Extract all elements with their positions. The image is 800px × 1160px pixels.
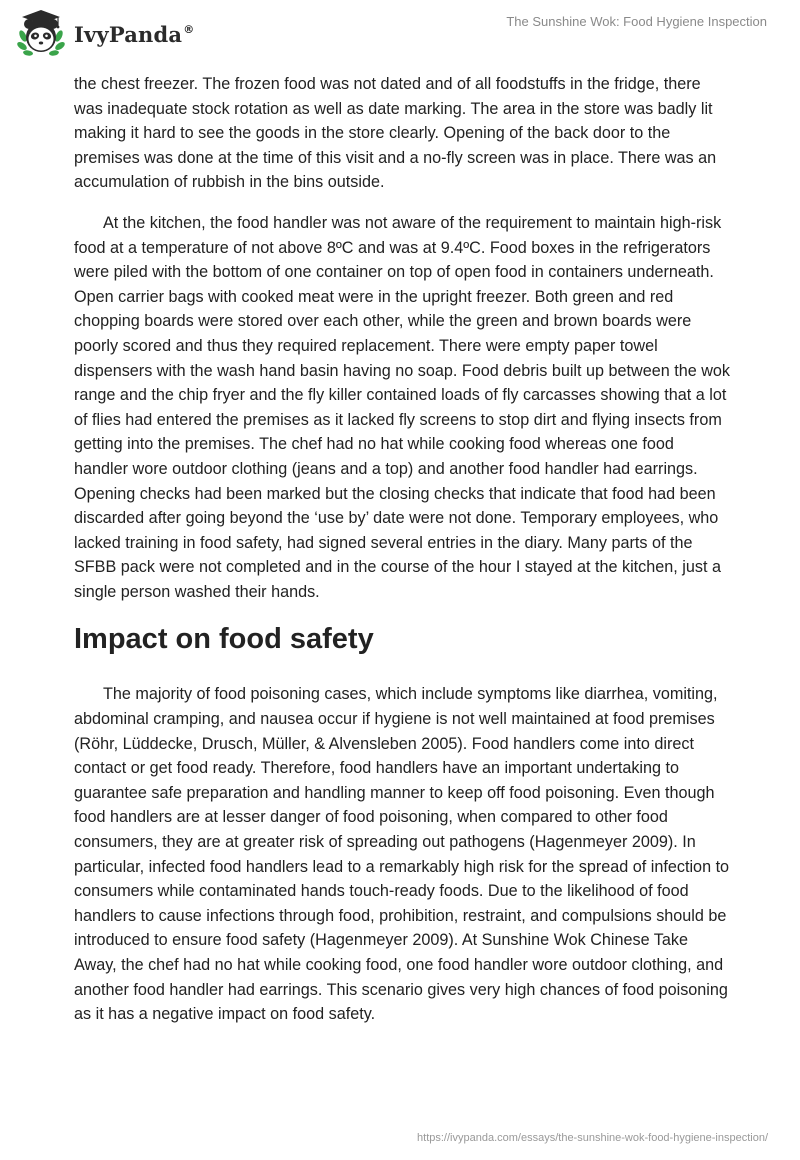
paragraph-continued: the chest freezer. The frozen food was not dated and of all foodstuffs in the fridge, there was inadequate stock rotation as well as date marking. The area in the store was badly lit making it hard to see the goods in the store clearly. Opening of the back door to the premises was done at the time of this visit and a no-fly screen was in place. There was an accumulation of rubbish in the bins outside. bbox=[74, 75, 717, 192]
section-heading: Impact on food safety bbox=[74, 623, 374, 656]
panda-graduate-icon bbox=[14, 6, 68, 60]
footer-source-url[interactable]: https://ivypanda.com/essays/the-sunshine-wok-food-hygiene-inspection/ bbox=[417, 1132, 768, 1144]
article-body bbox=[74, 72, 730, 1027]
brand-name: IvyPanda® bbox=[74, 21, 195, 47]
document-title: The Sunshine Wok: Food Hygiene Inspection bbox=[506, 14, 767, 29]
brand-logo[interactable] bbox=[14, 6, 194, 60]
page-header bbox=[0, 0, 800, 66]
registered-mark: ® bbox=[183, 22, 195, 36]
paragraph-kitchen-findings: At the kitchen, the food handler was not aware of the requirement to maintain high-risk food at a temperature of not above 8ºC and was at 9.4ºC. Food boxes in the refrigerators were piled with the bottom of one container on top of open food in containers underneath. Open carrier bags with cooked meat were in the upright freezer. Both green and red chopping boards were stored over each other, while the green and brown boards were poorly scored and thus they required replacement. There were empty paper towel dispensers with the wash hand basin having no soap. Food debris built up between the wok range and the chip fryer and the fly killer contained loads of fly carcasses showing that a lot of flies had entered the premises as it lacked fly screens to stop dirt and flying insects from getting into the premises. The chef had no hat while cooking food whereas one food handler wore outdoor clothing (jeans and a top) and another food handler had earrings. Opening checks had been marked but the closing checks that indicate that food had been discarded after going beyond the ‘use by’ date were not done. Temporary employees, who lacked training in food safety, had signed several entries in the diary. Many parts of the SFBB pack were not completed and in the course of the hour I stayed at the kitchen, just a single person washed their hands. bbox=[74, 213, 731, 601]
paragraph-impact: The majority of food poisoning cases, which include symptoms like diarrhea, vomiting, abdominal cramping, and nausea occur if hygiene is not well maintained at food premises (Röhr, Lüddecke, Drusch, Müller, & Alvensleben 2005). Food handlers come into direct contact or get food ready. Therefore, food handlers have an important undertaking to guarantee safe preparation and handling manner to keep off food poisoning. Even though food handlers are at lesser danger of food poisoning, when compared to other food consumers, they are at greater risk of spreading out pathogens (Hagenmeyer 2009). In particular, infected food handlers lead to a remarkably high risk for the spread of infection to consumers while contaminated hands touch-ready foods. Due to the likelihood of food handlers to cause infections through food, prohibition, restraint, and compulsions should be introduced to ensure food safety (Hagenmeyer 2009). At Sunshine Wok Chinese Take Away, the chef had no hat while cooking food, one food handler wore outdoor clothing, and another food handler had earrings. This scenario gives very high chances of food poisoning as it has a negative impact on food safety. bbox=[74, 685, 730, 1024]
